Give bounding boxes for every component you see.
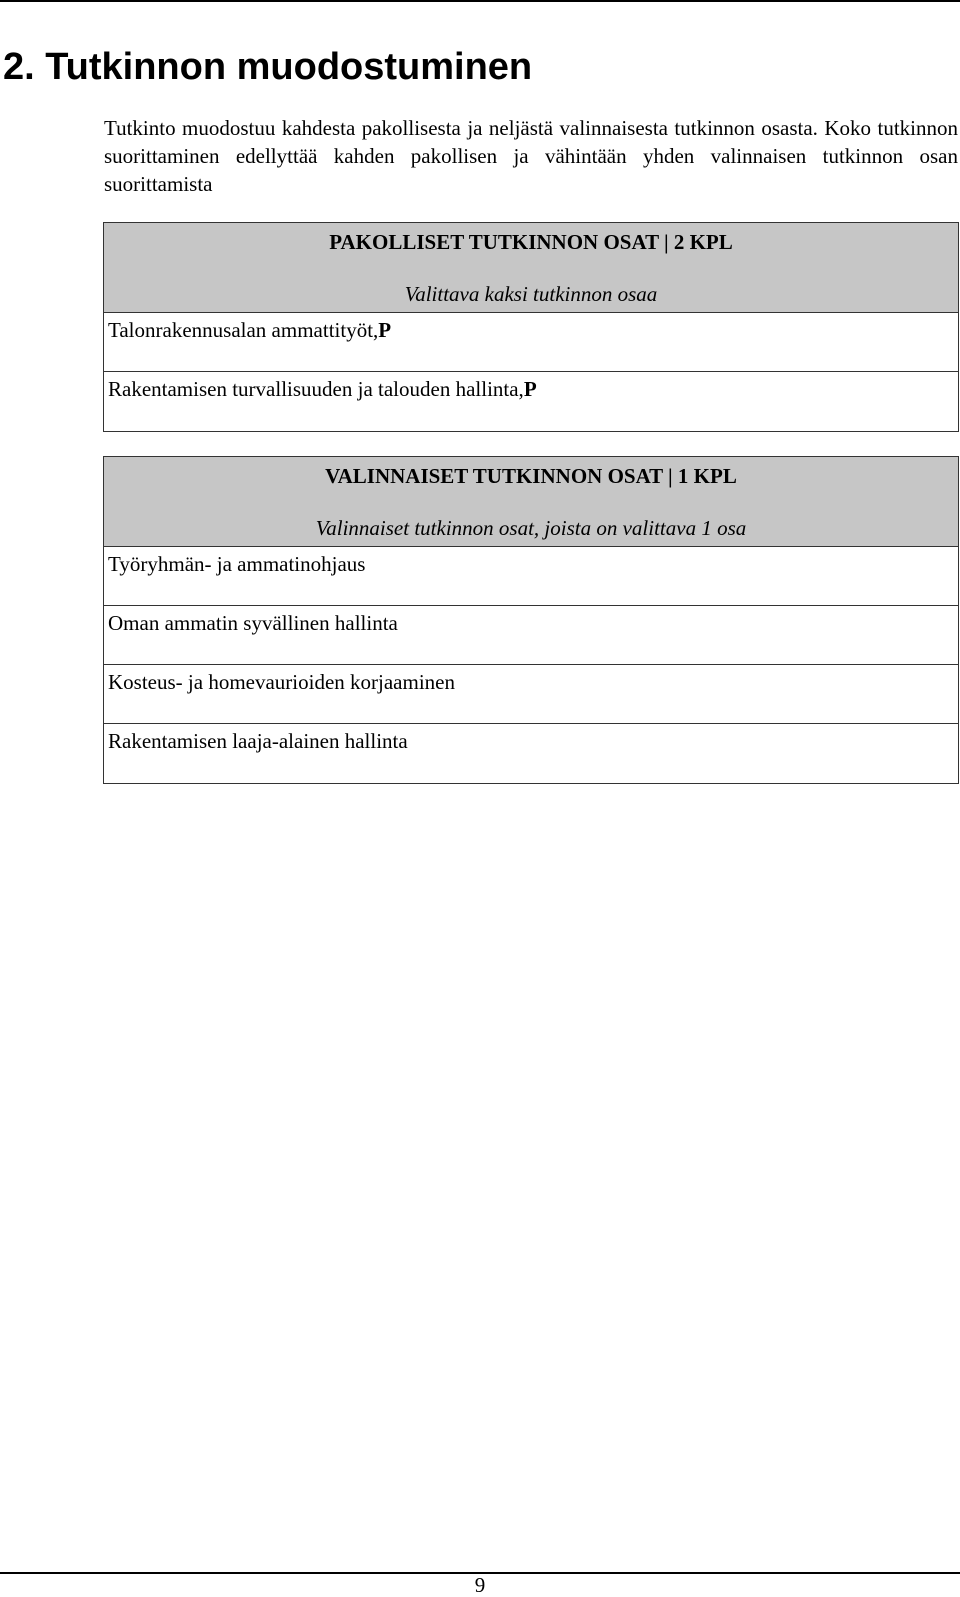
unit-label: Työryhmän- ja ammatinohjaus bbox=[108, 552, 366, 576]
mandatory-tag: P bbox=[523, 377, 537, 401]
optional-units-title: VALINNAISET TUTKINNON OSAT | 1 KPL bbox=[325, 464, 737, 488]
mandatory-units-header bbox=[104, 223, 958, 313]
optional-units-subtitle: Valinnaiset tutkinnon osat, joista on valittava 1 osa bbox=[315, 516, 747, 540]
table-row bbox=[104, 606, 958, 665]
table-row bbox=[104, 313, 958, 372]
unit-label: Rakentamisen laaja-alainen hallinta bbox=[108, 729, 408, 753]
optional-units-header bbox=[104, 457, 958, 547]
mandatory-units-subtitle: Valittava kaksi tutkinnon osaa bbox=[404, 282, 658, 306]
page-number: 9 bbox=[474, 1573, 486, 1597]
mandatory-tag: P bbox=[378, 318, 392, 342]
section-heading: 2. Tutkinnon muodostuminen bbox=[3, 46, 533, 88]
optional-units-table bbox=[103, 456, 959, 784]
unit-label: Rakentamisen turvallisuuden ja talouden hallinta, bbox=[108, 377, 524, 401]
unit-label: Kosteus- ja homevaurioiden korjaaminen bbox=[108, 670, 455, 694]
table-row bbox=[104, 372, 958, 431]
table-row bbox=[104, 724, 958, 783]
unit-label: Oman ammatin syvällinen hallinta bbox=[108, 611, 398, 635]
mandatory-units-table bbox=[103, 222, 959, 432]
mandatory-units-title: PAKOLLISET TUTKINNON OSAT | 2 KPL bbox=[329, 230, 733, 254]
unit-label: Talonrakennusalan ammattityöt, bbox=[108, 318, 379, 342]
table-row bbox=[104, 665, 958, 724]
table-row bbox=[104, 547, 958, 606]
intro-paragraph: Tutkinto muodostuu kahdesta pakollisesta ja neljästä valinnaisesta tutkinnon osasta. Koko tutkinnon suorittaminen edellyttää kahden pakollisen ja vähintään yhden valinnaisen tutkinnon osan suorittamista bbox=[104, 116, 958, 196]
top-rule bbox=[0, 0, 960, 2]
